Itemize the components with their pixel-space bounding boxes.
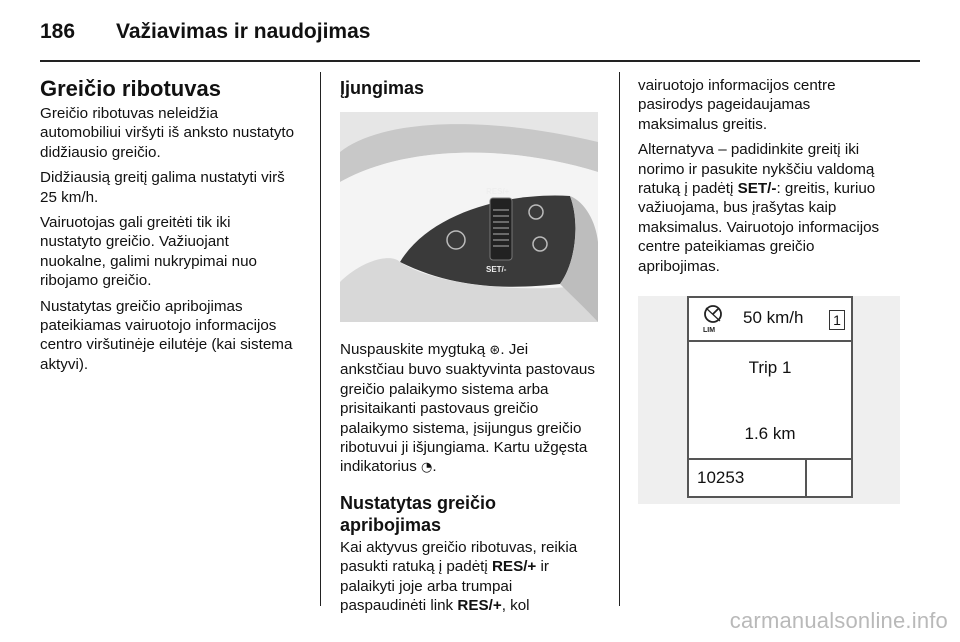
odometer-value: 10253 xyxy=(697,468,745,488)
section-heading-activation: Įjungimas xyxy=(340,78,425,98)
paragraph: Nustatytas greičio apribojimas pateikiamas vairuotojo informacijos centro viršutinėje eilutėje (kai sistema aktyvi). xyxy=(40,297,293,373)
text-run: , kol xyxy=(501,597,530,615)
speed-limiter-icon xyxy=(701,304,725,334)
trip-label: Trip 1 xyxy=(748,358,792,378)
display-top-row xyxy=(689,298,851,342)
display-divider xyxy=(805,460,807,498)
steering-wheel-illustration xyxy=(340,112,598,322)
page-indicator: 1 xyxy=(829,310,845,330)
page-number: 186 xyxy=(40,20,76,43)
wheel-label-res: RES/+ xyxy=(486,187,510,196)
lim-label: LIM xyxy=(703,327,716,335)
text-run: : greitis, kuriuo važiuojama, bus įrašytas kaip maksimalus. Vairuotojo informacijos centre pateikiamas greičio apribojimas. xyxy=(638,180,880,275)
column-divider-1 xyxy=(320,72,321,606)
page-header xyxy=(40,18,920,58)
text-run: ir palaikyti joje arba trumpai paspaudinėti link xyxy=(340,558,549,615)
control-label-res: RES/+ xyxy=(491,558,537,576)
column-1 xyxy=(40,76,312,380)
paragraph: Greičio ribotuvas neleidžia automobiliui viršyti iš anksto nustatyto didžiausio greičio. xyxy=(40,105,295,161)
text-run: Nuspauskite mygtuką xyxy=(340,341,490,358)
speed-limit-value: 50 km/h xyxy=(743,308,804,328)
section-heading-speed-limiter: Greičio ribotuvas xyxy=(40,76,221,101)
paragraph: vairuotojo informacijos centre pasirodys pageidaujamas maksimalus greitis. xyxy=(638,77,836,133)
column-3 xyxy=(638,76,906,504)
cruise-control-indicator-icon: ◔ xyxy=(421,460,433,476)
text-run: Alternatyva – padidinkite greitį iki norimo ir pasukite nykščiu valdomą ratuką į padėtį xyxy=(638,141,875,198)
trip-distance: 1.6 km xyxy=(744,424,796,444)
control-label-set: SET/- xyxy=(737,180,777,198)
column-2 xyxy=(340,76,602,621)
paragraph xyxy=(340,538,602,616)
paragraph xyxy=(638,140,906,276)
wheel-label-set: SET/- xyxy=(486,265,507,274)
column-divider-2 xyxy=(619,72,620,606)
watermark: carmanualsonline.info xyxy=(729,608,948,633)
display-bottom-row xyxy=(689,458,851,498)
speed-limiter-icon: ⊛ xyxy=(489,343,501,358)
control-label-res: RES/+ xyxy=(457,597,502,615)
chapter-title: Važiavimas ir naudojimas xyxy=(116,20,371,43)
text-run: Kai aktyvus greičio ribotuvas, reikia pasukti ratuką į padėtį xyxy=(340,538,578,576)
driver-info-display xyxy=(687,296,853,498)
header-rule xyxy=(40,60,920,62)
paragraph: Vairuotojas gali greitėti tik iki nustatyto greičio. Važiuojant nuokalne, galimi nukrypimai nuo ribojamo greičio. xyxy=(40,214,257,290)
section-heading-set-limit: Nustatytas greičio apribojimas xyxy=(340,492,497,535)
text-run: . xyxy=(432,458,437,476)
paragraph xyxy=(340,340,602,478)
paragraph: Didžiausią greitį galima nustatyti virš 25 km/h. xyxy=(40,169,285,206)
text-run: . Jei ankstčiau buvo suaktyvinta pastovaus greičio palaikymo sistema arba prisitaikanti pastovaus greičio palaikymo sistema, įsijungus greičio ribotuvui ji išjungiama. Kartu užgęsta indikatorius xyxy=(340,341,595,476)
driver-info-display-illustration xyxy=(638,296,900,504)
